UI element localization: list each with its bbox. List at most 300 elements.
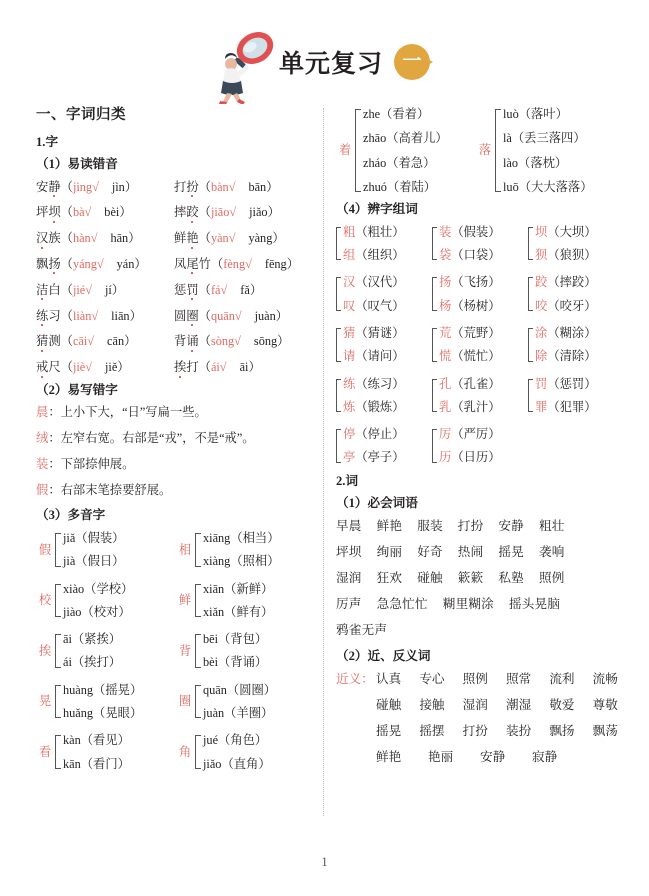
distinguish-char: 罪 — [535, 399, 548, 414]
distinguish-top — [439, 276, 501, 288]
correct-pinyin: jìng√ — [72, 179, 99, 194]
distinguish-pair — [439, 428, 501, 464]
polyphonic-item — [176, 583, 326, 619]
pronunciation-item — [36, 284, 174, 296]
brace-bracket — [336, 379, 341, 413]
correct-pinyin: fá√ — [210, 282, 228, 297]
polyphonic-char: 校 — [38, 593, 52, 608]
word-char: 凤 — [174, 257, 187, 272]
writing-note: ：上小下大，“日”写扁一些。 — [48, 405, 207, 420]
brace-bracket — [336, 429, 341, 463]
writing-note: ：左窄右宽。右部是“戎”，不是“戒”。 — [48, 430, 255, 445]
synonym-item: 艳丽 — [428, 750, 454, 765]
distinguish-word: （日历） — [451, 450, 501, 465]
brace-bracket — [432, 379, 437, 413]
reading-entry: huǎng（晃眼） — [63, 706, 143, 721]
distinguish-word: （糊涂） — [547, 325, 597, 340]
distinguish-word: （孔雀） — [451, 376, 501, 391]
reading-entry: xiàng（照相） — [203, 554, 280, 569]
distinguish-word: （口袋） — [451, 248, 501, 263]
brace-bracket — [336, 277, 341, 311]
paren-close: ） — [277, 334, 290, 349]
wrong-pinyin: jiǎo — [249, 205, 268, 220]
pronunciation-item — [36, 310, 174, 322]
distinguish-pair — [439, 226, 501, 262]
polyphonic-char: 落 — [478, 143, 492, 158]
distinguish-word: （汉代） — [355, 275, 405, 290]
polyphonic-item — [176, 532, 326, 568]
page-title: 单元复习 — [278, 48, 383, 78]
wrong-writing-item — [36, 406, 318, 418]
distinguish-top — [535, 226, 597, 238]
distinguish-char: 荒 — [439, 325, 452, 340]
unit-badge — [394, 44, 434, 84]
readings-list — [203, 633, 267, 669]
synonym-item: 尊敬 — [592, 698, 618, 713]
distinguish-char: 炼 — [343, 399, 356, 414]
brace-bracket — [195, 533, 201, 567]
reading-entry: xiào（学校） — [63, 581, 134, 596]
distinguish-word: （猜谜） — [355, 325, 405, 340]
polyphonic-item — [176, 684, 326, 720]
distinguish-word: （叹气） — [355, 298, 405, 313]
paren-open: （ — [60, 205, 73, 220]
pronunciation-item — [174, 284, 318, 296]
distinguish-bottom — [535, 401, 597, 413]
polyphonic-grid-continued — [336, 108, 636, 193]
distinguish-char: 跤 — [535, 275, 548, 290]
polyphonic-item — [36, 583, 176, 619]
distinguish-char: 咬 — [535, 298, 548, 313]
distinguish-bottom — [439, 451, 501, 463]
distinguish-pair — [343, 226, 405, 262]
paren-open: （ — [60, 231, 73, 246]
synonym-item: 专心 — [419, 672, 445, 686]
paren-close: ） — [266, 179, 279, 194]
distinguish-char: 乳 — [439, 399, 452, 414]
distinguish-item — [432, 378, 528, 414]
paren-close: ） — [119, 205, 132, 220]
wrong-pinyin: jiě — [104, 360, 118, 375]
word-item: 湿润 — [336, 571, 362, 586]
paren-open: （ — [60, 179, 73, 194]
correct-pinyin: bà√ — [72, 205, 92, 220]
reading-entry: zhe（看着） — [363, 107, 430, 121]
distinguish-top — [439, 428, 501, 440]
distinguish-word: （乳汁） — [451, 399, 501, 414]
polyphonic-char: 背 — [178, 643, 192, 658]
section-title-zici: 一、字词归类 — [36, 107, 126, 123]
word-char-marked: 练 — [36, 308, 49, 323]
brace-bracket — [528, 328, 533, 362]
reading-entry: zhāo（高着儿） — [363, 131, 448, 146]
distinguish-pair — [535, 378, 597, 414]
wrong-pinyin: āi — [239, 360, 249, 375]
unit-number: 一 — [402, 50, 422, 72]
brace-bracket — [336, 328, 341, 362]
distinguish-pair — [343, 327, 405, 363]
synonym-item: 打扮 — [462, 724, 488, 739]
group-label-yixiecuozi: （2）易写错字 — [36, 382, 118, 397]
distinguish-top — [439, 378, 501, 390]
pronunciation-item — [174, 206, 318, 218]
synonym-item: 认真 — [376, 672, 402, 686]
correct-pinyin: yáng√ — [72, 257, 104, 272]
distinguish-bottom — [535, 249, 597, 261]
reading-entry: xiǎn（鲜有） — [203, 604, 274, 619]
brace-bracket — [495, 109, 501, 192]
word-char-marked: 戒 — [36, 360, 49, 375]
paren-open: （ — [198, 360, 211, 375]
correct-pinyin: liàn√ — [72, 308, 99, 323]
distinguish-char: 涂 — [535, 325, 548, 340]
distinguish-item — [336, 428, 432, 464]
distinguish-word: （请问） — [355, 349, 405, 364]
wrong-pinyin: juàn — [254, 308, 276, 323]
synonym-item: 照例 — [462, 672, 488, 686]
word-row — [336, 598, 636, 611]
correct-pinyin: jiāo√ — [210, 205, 237, 220]
word-char: 打 — [186, 360, 199, 375]
reading-entry: juàn（羊圈） — [203, 706, 274, 721]
word-row — [336, 572, 636, 585]
synonym-item: 飘扬 — [549, 724, 575, 739]
distinguish-item — [432, 327, 528, 363]
word-item: 打扮 — [457, 518, 484, 533]
reading-entry: kàn（看见） — [63, 733, 130, 748]
distinguish-bottom — [535, 300, 597, 312]
distinguish-word: （假装） — [451, 224, 501, 239]
paren-open: （ — [60, 308, 73, 323]
polyphonic-char: 圈 — [178, 694, 192, 709]
paren-close: ） — [249, 282, 263, 297]
required-words-list — [336, 520, 636, 637]
brace-bracket — [528, 379, 533, 413]
word-char-marked: 诵 — [186, 334, 199, 349]
synonym-item: 敬爱 — [549, 698, 575, 713]
distinguish-word: （亭子） — [355, 450, 405, 465]
distinguish-pair — [343, 428, 405, 464]
polyphonic-item — [336, 108, 476, 193]
reading-entry: bēi（背包） — [203, 632, 268, 647]
word-char: 安 — [36, 179, 49, 194]
synonym-item: 飘荡 — [592, 724, 618, 739]
paren-close: ） — [272, 231, 285, 246]
pronunciation-item — [174, 181, 318, 193]
distinguish-item — [432, 428, 528, 464]
word-item: 摇晃 — [498, 545, 524, 560]
distinguish-pair — [535, 327, 597, 363]
pronunciation-item — [36, 335, 174, 347]
reading-entry: ái（挨打） — [63, 655, 122, 670]
word-char: 摔 — [174, 205, 187, 220]
distinguish-char: 除 — [535, 349, 548, 364]
distinguish-char: 猜 — [343, 325, 356, 340]
brace-bracket — [55, 584, 61, 618]
synonym-item: 接触 — [419, 698, 445, 713]
distinguish-char: 粗 — [343, 224, 356, 239]
paren-open: （ — [198, 308, 211, 323]
distinguish-word: （停止） — [355, 427, 405, 442]
readings-list — [63, 532, 124, 568]
paren-open: （ — [60, 282, 73, 297]
word-row — [336, 520, 636, 533]
word-item: 簌簌 — [457, 571, 484, 586]
word-char: 竹 — [198, 257, 211, 272]
synonym-row — [336, 725, 636, 738]
readings-list — [63, 583, 133, 619]
brace-bracket — [528, 277, 533, 311]
distinguish-bottom — [439, 249, 501, 261]
paren-open: （ — [198, 179, 211, 194]
page-header — [0, 26, 649, 104]
distinguish-top — [343, 428, 405, 440]
distinguish-top — [535, 327, 597, 339]
distinguish-word: （摔跤） — [547, 275, 597, 290]
wrong-pinyin: bān — [248, 179, 267, 194]
word-item: 安静 — [498, 518, 524, 533]
pronunciation-item — [36, 361, 174, 373]
group-label-bihuiciyu: （1）必会词语 — [336, 496, 418, 511]
word-char: 测 — [48, 334, 61, 349]
word-char: 尺 — [48, 360, 61, 375]
distinguish-bottom — [343, 451, 405, 463]
reading-entry: jiǎ（假装） — [63, 530, 125, 545]
paren-open: （ — [198, 334, 211, 349]
group-label-bianzizuci: （4）辨字组词 — [336, 202, 418, 217]
paren-close: ） — [117, 360, 130, 375]
paren-close: ） — [128, 231, 141, 246]
distinguish-item — [528, 378, 624, 414]
brace-bracket — [55, 685, 61, 719]
distinguish-char: 练 — [343, 376, 356, 391]
synonyms-block — [336, 673, 636, 764]
synonym-item: 装扮 — [505, 724, 532, 739]
distinguish-char: 慌 — [439, 349, 452, 364]
distinguish-char: 组 — [343, 248, 356, 263]
synonym-item: 安静 — [480, 750, 506, 765]
synonym-item: 摇晃 — [376, 724, 402, 739]
paren-open: （ — [198, 205, 211, 220]
correct-pinyin: fèng√ — [223, 257, 252, 272]
pronunciation-grid — [36, 181, 318, 374]
polyphonic-char: 晃 — [38, 694, 52, 709]
distinguish-pair — [439, 276, 501, 312]
reading-entry: huàng（摇晃） — [63, 682, 143, 697]
distinguish-char: 袋 — [439, 248, 452, 263]
synonym-item: 鲜艳 — [376, 750, 402, 765]
reading-entry: lào（落枕） — [503, 155, 568, 170]
polyphonic-char: 假 — [38, 542, 52, 557]
synonym-row — [336, 699, 636, 712]
readings-list — [203, 734, 271, 770]
polyphonic-item — [36, 734, 176, 770]
word-char: 背 — [174, 334, 187, 349]
wrong-pinyin: sōng — [253, 334, 278, 349]
distinguish-char: 罚 — [535, 376, 548, 391]
distinguish-char: 亭 — [343, 450, 356, 465]
brace-bracket — [195, 634, 201, 668]
word-char-marked: 罚 — [186, 282, 199, 297]
polyphonic-char: 挨 — [38, 643, 52, 658]
polyphonic-item — [176, 633, 326, 669]
distinguish-item — [336, 378, 432, 414]
synonym-row — [336, 751, 636, 764]
pronunciation-item — [174, 258, 318, 270]
paren-close: ） — [124, 179, 138, 194]
synonym-indent — [336, 699, 376, 712]
distinguish-char: 狈 — [535, 248, 548, 263]
word-char-marked: 猜 — [36, 334, 49, 349]
distinguish-top — [343, 276, 405, 288]
distinguish-pair — [439, 327, 501, 363]
reading-entry: luò（落叶） — [503, 107, 568, 121]
reading-entry: luō（大大落落） — [503, 179, 593, 194]
distinguish-item — [336, 276, 432, 312]
wrong-pinyin: fēng — [264, 257, 287, 272]
brace-bracket — [195, 735, 201, 769]
paren-close: ） — [129, 308, 142, 323]
word-item: 厉声 — [336, 597, 362, 612]
wrong-pinyin: jí — [104, 282, 112, 297]
word-item: 鸦雀无声 — [336, 623, 388, 638]
synonym-item: 碰触 — [376, 698, 402, 713]
left-column — [36, 108, 318, 770]
polyphonic-item — [36, 633, 176, 669]
brace-bracket — [528, 227, 533, 261]
paren-close: ） — [267, 205, 280, 220]
subsection-ci: 2.词 — [336, 473, 359, 488]
paren-close: ） — [111, 282, 125, 297]
pronunciation-item — [36, 232, 174, 244]
paren-close: ） — [286, 257, 300, 272]
target-char: 绒 — [36, 430, 49, 445]
distinguish-bottom — [343, 401, 405, 413]
reading-entry: là（丢三落四） — [503, 131, 586, 146]
distinguish-pair — [343, 276, 405, 312]
distinguish-top — [439, 327, 501, 339]
paren-open: （ — [60, 334, 73, 349]
reading-entry: jué（角色） — [203, 733, 268, 748]
distinguish-word: （锻炼） — [355, 399, 405, 414]
synonym-item: 流利 — [549, 672, 575, 686]
word-item: 急急忙忙 — [376, 597, 428, 612]
word-item: 粗壮 — [538, 518, 565, 533]
synonym-item: 湿润 — [462, 698, 488, 713]
brace-bracket — [432, 429, 437, 463]
distinguish-top — [343, 378, 405, 390]
correct-pinyin: cāi√ — [72, 334, 95, 349]
paren-close: ） — [124, 334, 137, 349]
page-number: 1 — [321, 855, 328, 869]
synonym-item: 摇摆 — [419, 724, 445, 739]
word-char-marked: 跤 — [186, 205, 199, 220]
distinguish-char: 扬 — [439, 275, 452, 290]
brace-bracket — [336, 227, 341, 261]
reading-entry: xiān（新鲜） — [203, 581, 274, 596]
writing-note: ：下部捺伸展。 — [48, 456, 135, 471]
distinguish-bottom — [343, 300, 405, 312]
distinguish-word: （清除） — [547, 349, 597, 364]
distinguish-word: （犯罪） — [547, 399, 597, 414]
reading-entry: jiǎo（直角） — [203, 756, 271, 771]
brace-bracket — [55, 533, 61, 567]
polyphonic-char: 相 — [178, 542, 192, 557]
target-char: 晨 — [36, 405, 49, 420]
distinguish-word: （粗壮） — [355, 224, 405, 239]
polyphonic-char: 角 — [178, 744, 192, 759]
wrong-pinyin: fǎ — [240, 282, 250, 297]
wrong-pinyin: hān — [110, 231, 129, 246]
word-item: 狂欢 — [376, 571, 403, 586]
word-char: 鲜 — [174, 231, 187, 246]
distinguish-top — [343, 327, 405, 339]
distinguish-word: （荒野） — [451, 325, 501, 340]
polyphonic-item — [476, 108, 626, 193]
brace-bracket — [195, 685, 201, 719]
reading-entry: āi（紧挨） — [63, 632, 122, 647]
word-item: 绚丽 — [376, 545, 403, 560]
group-label-jinfanyici: （2）近、反义词 — [336, 649, 431, 664]
readings-list — [203, 532, 280, 568]
distinguish-item — [336, 226, 432, 262]
word-item: 糊里糊涂 — [442, 597, 494, 612]
wrong-writing-list — [36, 406, 318, 496]
distinguish-word: （严厉） — [451, 427, 501, 442]
word-item: 好奇 — [417, 545, 443, 560]
brace-bracket — [195, 584, 201, 618]
distinguish-bottom — [343, 249, 405, 261]
distinguish-word: （惩罚） — [547, 376, 597, 391]
word-char: 白 — [48, 282, 61, 297]
distinguish-word: （慌忙） — [451, 349, 501, 364]
paren-close: ） — [248, 360, 261, 375]
polyphonic-char: 着 — [338, 143, 352, 158]
synonym-row — [336, 673, 636, 686]
distinguish-item — [528, 226, 624, 262]
distinguish-char: 汉 — [343, 275, 356, 290]
group-label-duoyinzi: （3）多音字 — [36, 508, 106, 523]
correct-pinyin: jiè√ — [72, 360, 92, 375]
distinguish-word: （组织） — [355, 248, 405, 263]
brace-bracket — [55, 634, 61, 668]
polyphonic-item — [36, 532, 176, 568]
brace-bracket — [55, 735, 61, 769]
synonym-item: 潮湿 — [505, 698, 532, 713]
polyphonic-item — [176, 734, 326, 770]
paren-open: （ — [198, 231, 211, 246]
reading-entry: xiāng（相当） — [203, 530, 280, 545]
pronunciation-item — [174, 232, 318, 244]
pronunciation-item — [36, 258, 174, 270]
distinguish-item — [432, 276, 528, 312]
distinguish-bottom — [439, 300, 501, 312]
synonym-item: 照常 — [505, 672, 532, 686]
target-char: 假 — [36, 482, 49, 497]
pronunciation-item — [36, 181, 174, 193]
word-item: 服装 — [417, 518, 443, 533]
word-char: 惩 — [174, 282, 187, 297]
wrong-writing-item — [36, 458, 318, 470]
word-item: 摇头晃脑 — [508, 597, 561, 612]
distinguish-char: 厉 — [439, 427, 452, 442]
wrong-pinyin: cān — [107, 334, 125, 349]
distinguish-char: 孔 — [439, 376, 452, 391]
word-char: 坪 — [36, 205, 49, 220]
distinguish-top — [343, 226, 405, 238]
brace-bracket — [432, 328, 437, 362]
wrong-pinyin: jìn — [111, 179, 125, 194]
